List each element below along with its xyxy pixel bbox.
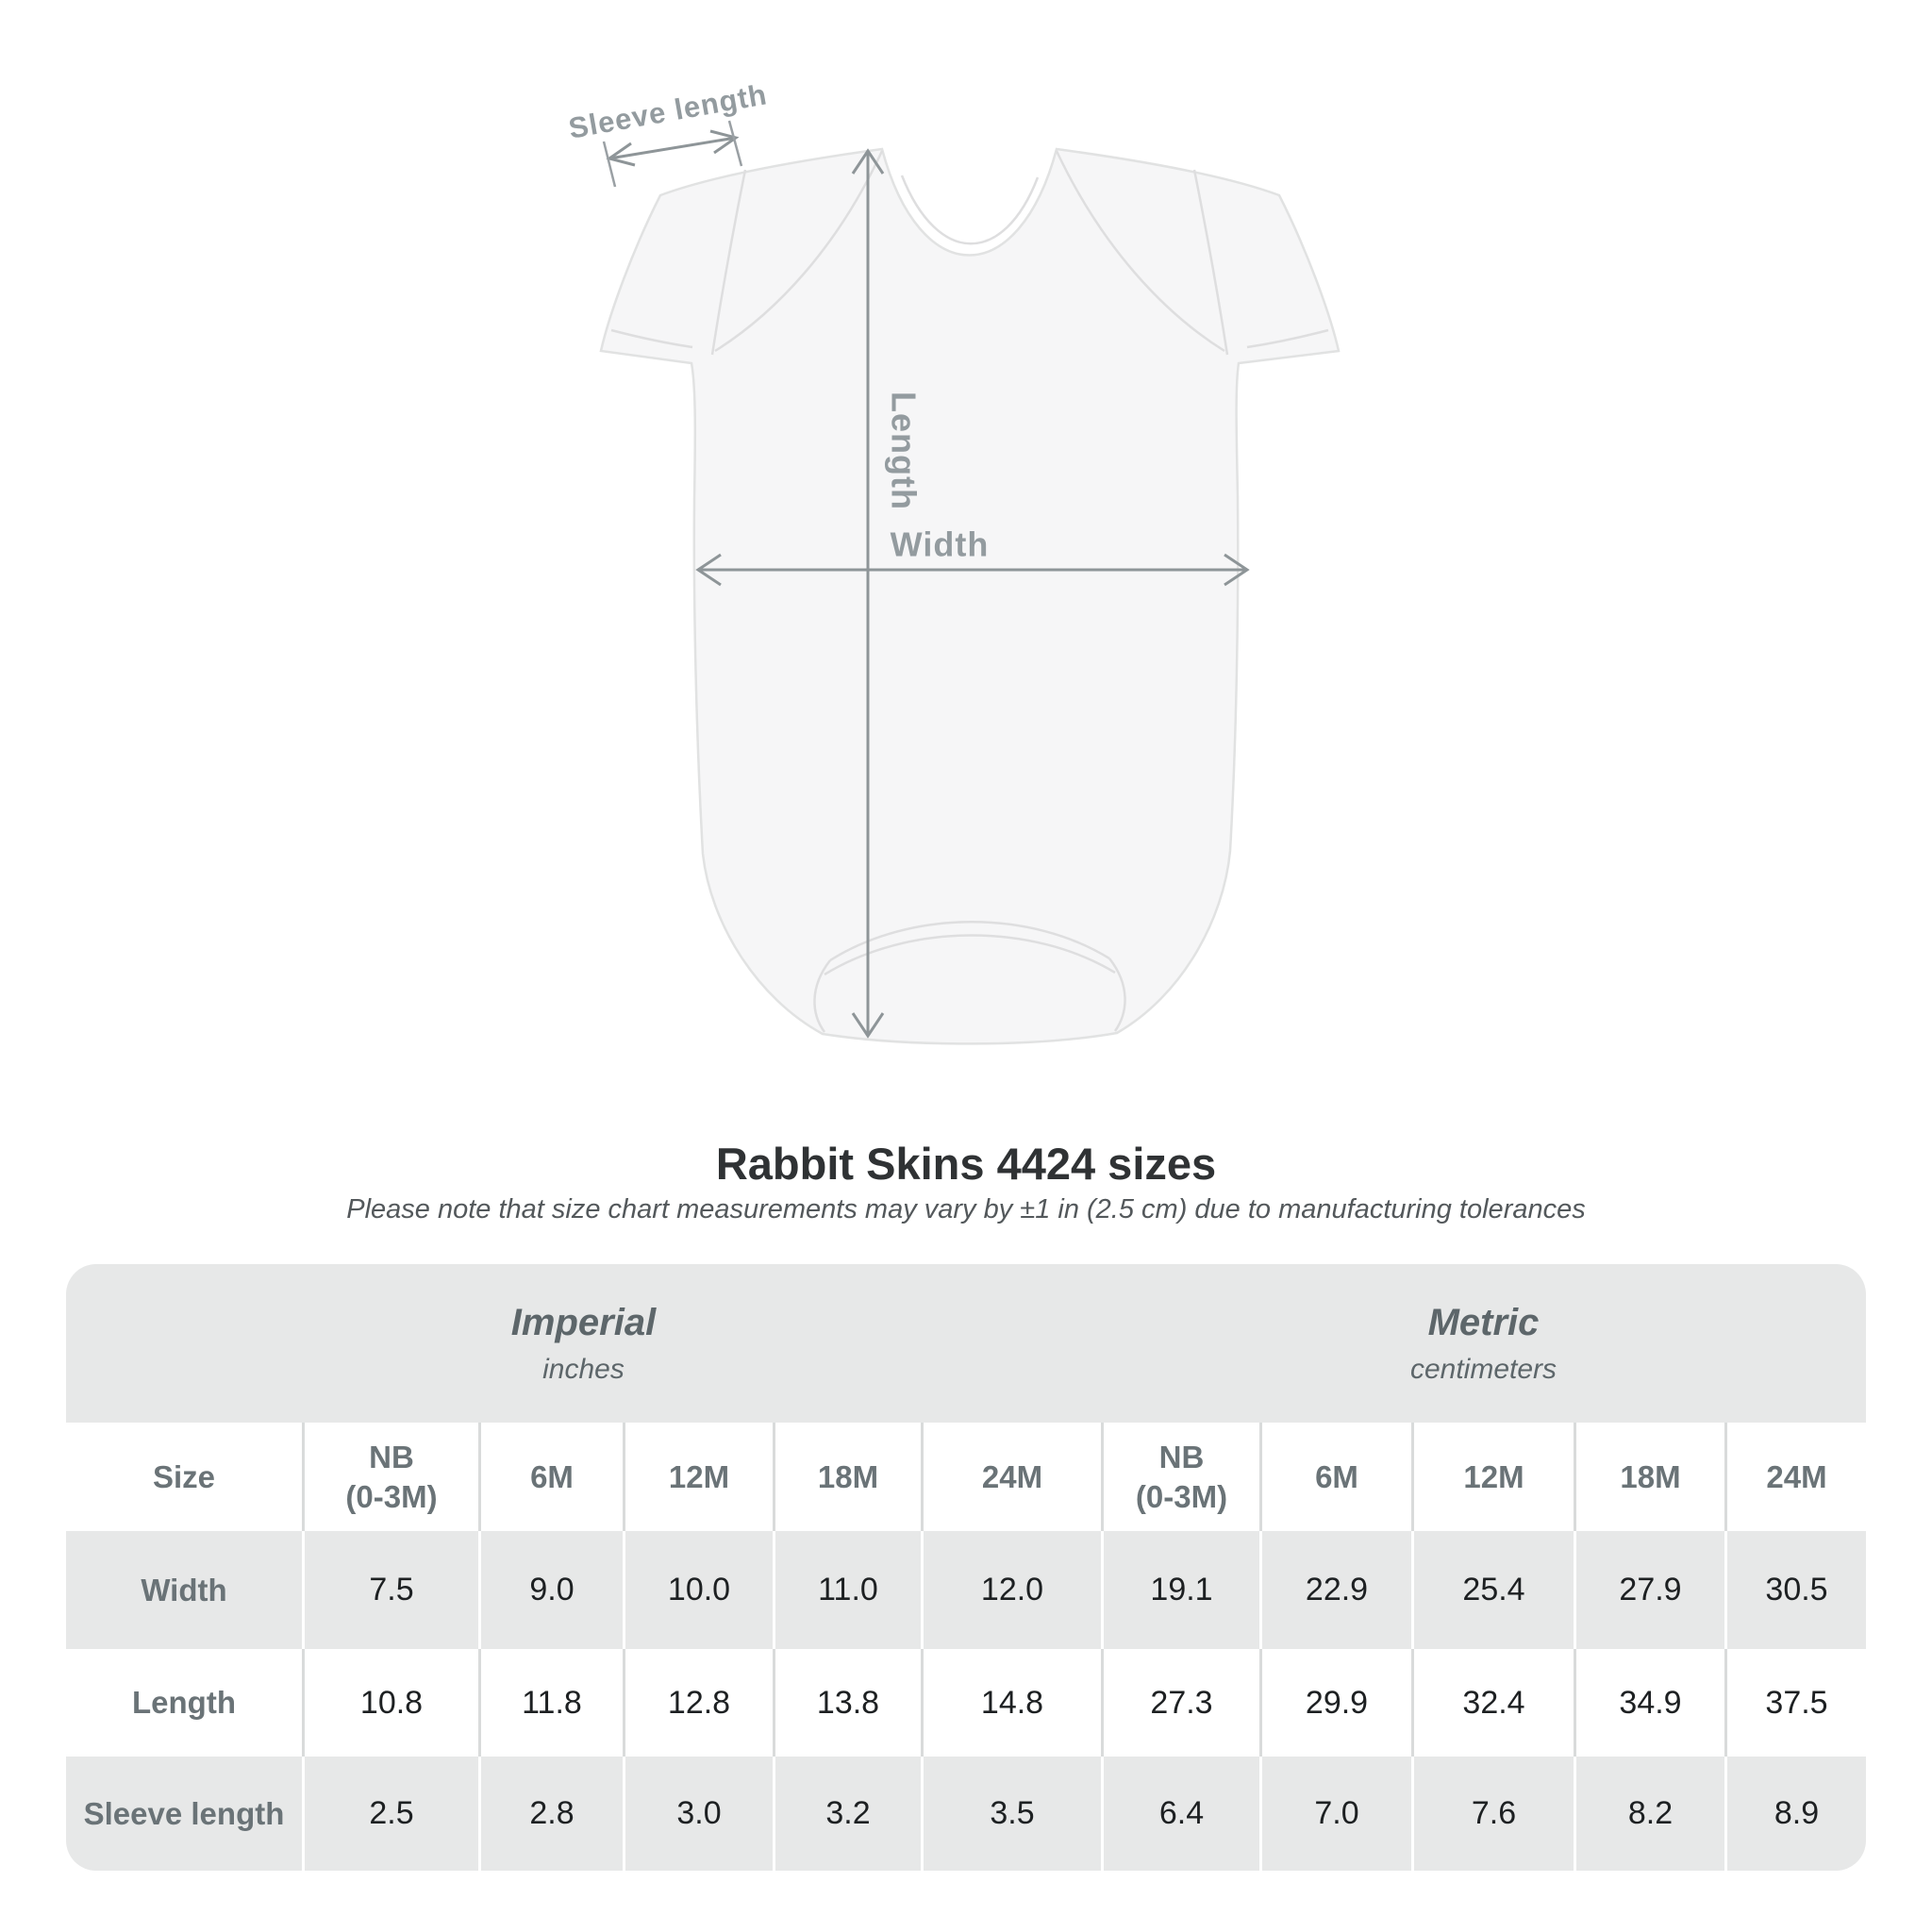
- row-label-cell: [66, 1649, 302, 1757]
- value-text: 12.8: [667, 1684, 731, 1721]
- value-cell: [1101, 1531, 1259, 1649]
- value-cell: [1724, 1531, 1866, 1649]
- value-text: 10.8: [359, 1684, 424, 1721]
- corner-header-text: Size: [152, 1458, 216, 1494]
- value-text: 10.0: [667, 1572, 731, 1608]
- value-cell: [1574, 1757, 1724, 1871]
- value-cell: [1411, 1649, 1574, 1757]
- value-text: 3.2: [825, 1795, 871, 1832]
- value-text: 7.0: [1314, 1795, 1359, 1832]
- value-cell: [773, 1649, 921, 1757]
- onesie-body: [601, 149, 1339, 1043]
- value-text: 9.0: [529, 1572, 575, 1608]
- value-cell: [302, 1757, 478, 1871]
- value-text: 6.4: [1158, 1795, 1205, 1832]
- unit-band: [66, 1264, 1866, 1423]
- value-text: 22.9: [1305, 1572, 1369, 1608]
- value-cell: [921, 1531, 1101, 1649]
- value-cell: [1724, 1757, 1866, 1871]
- row-label-text: Length: [132, 1685, 236, 1721]
- value-text: 3.5: [990, 1795, 1035, 1832]
- value-cell: [623, 1757, 773, 1871]
- value-cell: [1259, 1649, 1411, 1757]
- value-text: 14.8: [980, 1684, 1044, 1721]
- size-chart-row: [66, 1649, 1866, 1757]
- size-chart-table: [66, 1264, 1866, 1871]
- row-label-cell: [66, 1531, 302, 1649]
- value-text: 11.8: [522, 1684, 582, 1721]
- value-text: 32.4: [1462, 1684, 1525, 1721]
- column-header-cell: [1724, 1423, 1866, 1531]
- column-header-cell: [921, 1423, 1101, 1531]
- value-cell: [1259, 1531, 1411, 1649]
- value-text: 8.9: [1774, 1795, 1820, 1832]
- width-label: Width: [890, 525, 990, 564]
- value-cell: [623, 1649, 773, 1757]
- size-label: 18M: [817, 1458, 879, 1494]
- value-text: 29.9: [1305, 1684, 1369, 1721]
- corner-header-cell: [66, 1423, 302, 1531]
- tolerance-note: Please note that size chart measurements may vary by ±1 in (2.5 cm) due to manufacturing tolerances: [346, 1194, 1586, 1224]
- size-label: NB: [1158, 1440, 1205, 1475]
- value-cell: [1574, 1531, 1724, 1649]
- size-label: 18M: [1620, 1458, 1681, 1494]
- value-cell: [302, 1649, 478, 1757]
- value-text: 12.0: [980, 1572, 1044, 1608]
- size-chart-row: [66, 1531, 1866, 1649]
- value-cell: [1724, 1649, 1866, 1757]
- page-title: Rabbit Skins 4424 sizes: [715, 1139, 1217, 1189]
- value-text: 13.8: [816, 1684, 880, 1721]
- value-text: 30.5: [1765, 1572, 1828, 1608]
- value-cell: [623, 1531, 773, 1649]
- column-header-cell: [1259, 1423, 1411, 1531]
- size-label: 6M: [530, 1458, 574, 1494]
- value-cell: [773, 1757, 921, 1871]
- value-cell: [921, 1757, 1101, 1871]
- value-text: 19.1: [1150, 1572, 1213, 1608]
- size-label: 6M: [1315, 1458, 1358, 1494]
- sleeve-length-label: Sleeve length: [566, 77, 770, 145]
- size-chart-rows: [66, 1423, 1866, 1871]
- value-text: 37.5: [1765, 1684, 1828, 1721]
- onesie-illustration: [601, 149, 1339, 1043]
- value-text: 2.8: [529, 1795, 575, 1832]
- value-cell: [1101, 1757, 1259, 1871]
- size-chart-header-row: [66, 1423, 1866, 1531]
- value-cell: [478, 1649, 623, 1757]
- value-text: 8.2: [1627, 1795, 1674, 1832]
- imperial-unit-group: [66, 1264, 1101, 1423]
- value-cell: [1259, 1757, 1411, 1871]
- metric-unit-group: [1101, 1264, 1866, 1423]
- metric-label: Metric: [1427, 1301, 1540, 1343]
- value-text: 11.0: [818, 1572, 878, 1608]
- row-label-cell: [66, 1757, 302, 1871]
- size-sublabel: (0-3M): [1135, 1478, 1228, 1514]
- length-label: Length: [884, 391, 924, 510]
- size-sublabel: (0-3M): [345, 1478, 438, 1514]
- value-text: 34.9: [1619, 1684, 1682, 1721]
- size-chart-row: [66, 1757, 1866, 1871]
- value-cell: [478, 1531, 623, 1649]
- metric-unit: centimeters: [1409, 1353, 1557, 1385]
- value-text: 3.0: [676, 1795, 722, 1832]
- value-cell: [1411, 1757, 1574, 1871]
- column-header-cell: [773, 1423, 921, 1531]
- row-label-text: Width: [141, 1572, 227, 1607]
- value-text: 27.9: [1619, 1572, 1682, 1608]
- column-header-cell: [1411, 1423, 1574, 1531]
- value-text: 7.5: [369, 1572, 414, 1608]
- column-header-cell: [302, 1423, 478, 1531]
- value-cell: [773, 1531, 921, 1649]
- value-text: 27.3: [1150, 1684, 1213, 1721]
- value-text: 25.4: [1462, 1572, 1525, 1608]
- value-cell: [302, 1531, 478, 1649]
- size-label: 24M: [981, 1458, 1043, 1494]
- column-header-cell: [478, 1423, 623, 1531]
- value-cell: [1411, 1531, 1574, 1649]
- value-cell: [1101, 1649, 1259, 1757]
- column-header-cell: [623, 1423, 773, 1531]
- row-label-text: Sleeve length: [83, 1795, 285, 1831]
- imperial-label: Imperial: [510, 1301, 657, 1343]
- value-cell: [921, 1649, 1101, 1757]
- column-header-cell: [1574, 1423, 1724, 1531]
- value-cell: [478, 1757, 623, 1871]
- value-text: 7.6: [1471, 1795, 1517, 1832]
- size-label: 24M: [1766, 1458, 1827, 1494]
- size-label: 12M: [1463, 1458, 1524, 1494]
- imperial-unit: inches: [542, 1353, 625, 1385]
- value-cell: [1574, 1649, 1724, 1757]
- value-text: 2.5: [369, 1795, 414, 1832]
- column-header-cell: [1101, 1423, 1259, 1531]
- size-label: NB: [369, 1440, 414, 1475]
- size-label: 12M: [668, 1458, 730, 1494]
